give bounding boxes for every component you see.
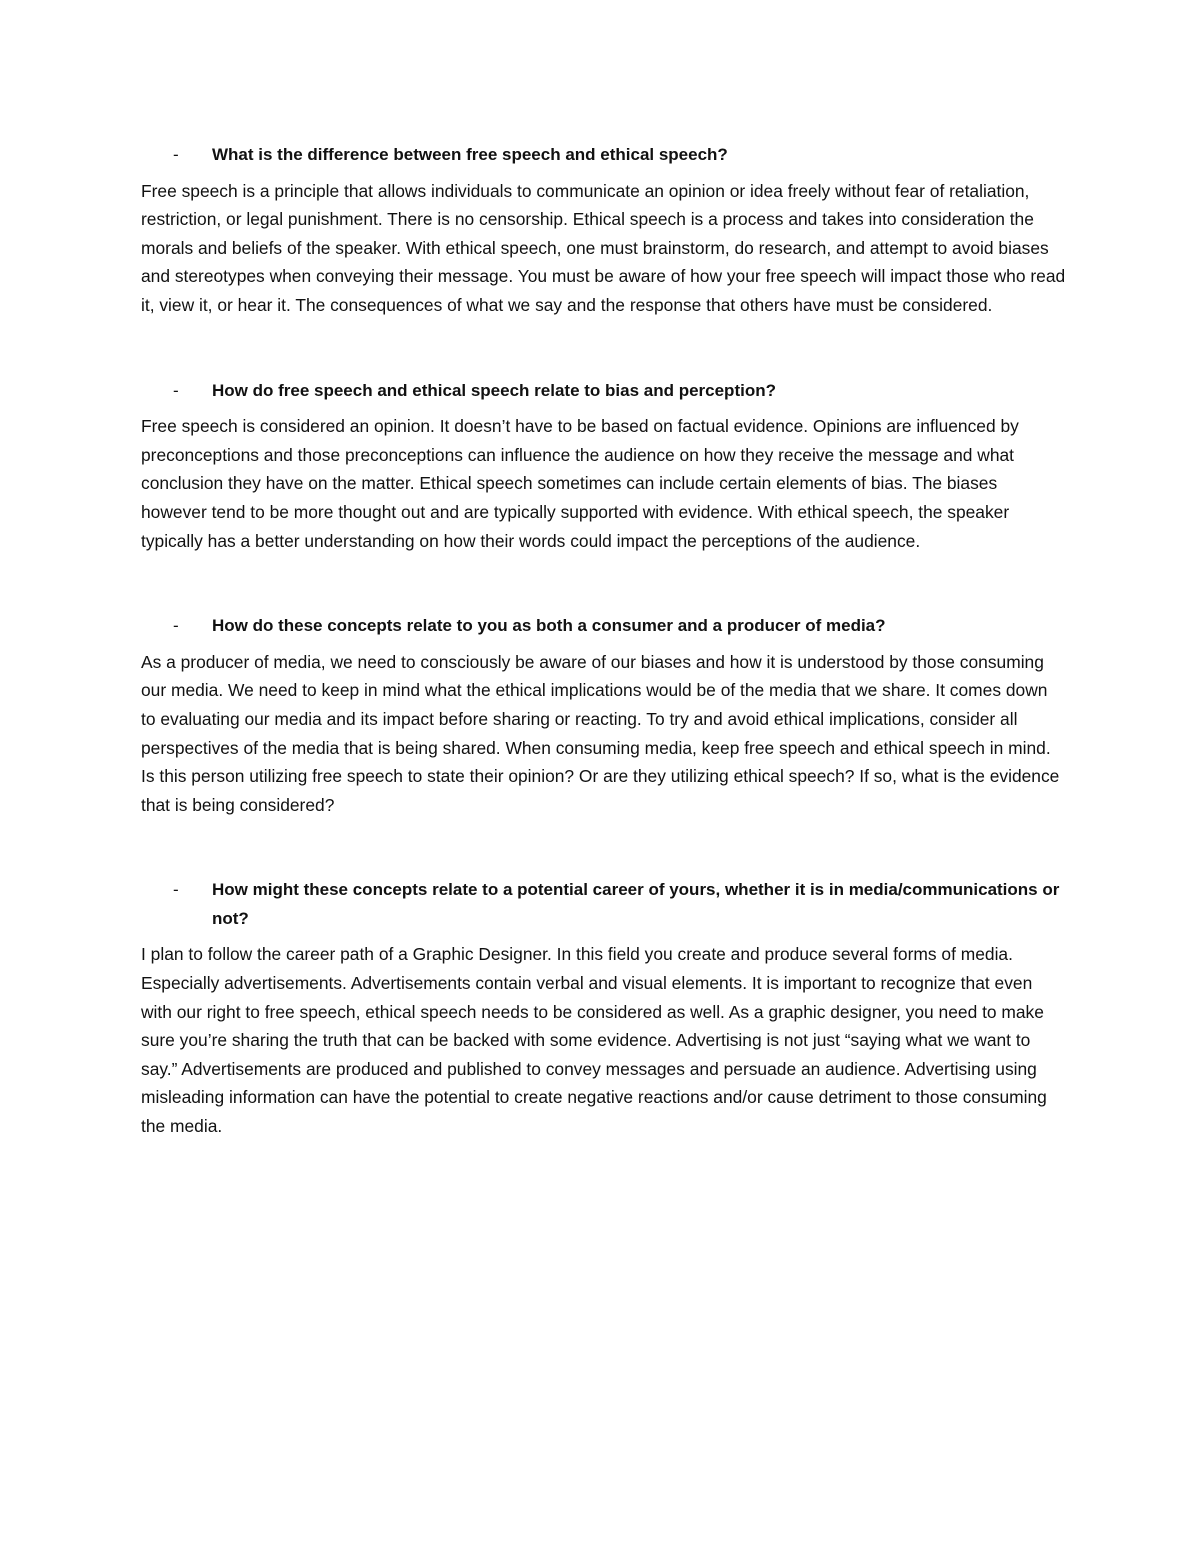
section-spacer	[141, 320, 1066, 377]
question-text: How might these concepts relate to a potential career of yours, whether it is in media/communications or not?	[212, 880, 1060, 928]
document-body	[141, 141, 1066, 1141]
section-1	[141, 141, 1066, 320]
answer-paragraph: Free speech is considered an opinion. It doesn’t have to be based on factual evidence. Opinions are influenced by preconceptions and those preconceptions can influence the audience on how they receive the message and what conclusion they have on the matter. Ethical speech sometimes can include certain elements of bias. The biases however tend to be more thought out and are typically supported with evidence. With ethical speech, the speaker typically has a better understanding on how their words could impact the perceptions of the audience.	[141, 416, 1019, 551]
section-spacer	[141, 555, 1066, 612]
section-4	[141, 876, 1066, 1140]
answer-paragraph: Free speech is a principle that allows individuals to communicate an opinion or idea freely without fear of retaliation, restriction, or legal punishment. There is no censorship. Ethical speech is a process and takes into consideration the morals and beliefs of the speaker. With ethical speech, one must brainstorm, do research, and attempt to avoid biases and stereotypes when conveying their message. You must be aware of how your free speech will impact those who read it, view it, or hear it. The consequences of what we say and the response that others have must be considered.	[141, 180, 1066, 315]
question-text: How do these concepts relate to you as both a consumer and a producer of media?	[212, 616, 886, 636]
list-bullet: -	[173, 380, 179, 400]
section-3	[141, 612, 1066, 819]
list-bullet: -	[173, 616, 179, 636]
list-bullet: -	[173, 880, 179, 900]
question-heading	[141, 377, 1066, 406]
question-heading	[141, 141, 1066, 170]
answer-paragraph: I plan to follow the career path of a Graphic Designer. In this field you create and produce several forms of media. Especially advertisements. Advertisements contain verbal and visual elements. It is important to recognize that even with our right to free speech, ethical speech needs to be considered as well. As a graphic designer, you need to make sure you’re sharing the truth that can be backed with some evidence. Advertising is not just “saying what we want to say.” Advertisements are produced and published to convey messages and persuade an audience. Advertising using misleading information can have the potential to create negative reactions and/or cause detriment to those consuming the media.	[141, 944, 1047, 1137]
section-2	[141, 377, 1066, 556]
question-text: How do free speech and ethical speech relate to bias and perception?	[212, 380, 776, 400]
list-bullet: -	[173, 145, 179, 164]
section-spacer	[141, 819, 1066, 876]
question-text: What is the difference between free speech and ethical speech?	[212, 145, 728, 164]
question-heading	[141, 612, 1066, 641]
answer-paragraph: As a producer of media, we need to consciously be aware of our biases and how it is understood by those consuming our media. We need to keep in mind what the ethical implications would be of the media that we share. It comes down to evaluating our media and its impact before sharing or reacting. To try and avoid ethical implications, consider all perspectives of the media that is being shared. When consuming media, keep free speech and ethical speech in mind. Is this person utilizing free speech to state their opinion? Or are they utilizing ethical speech? If so, what is the evidence that is being considered?	[141, 651, 1060, 815]
question-heading	[141, 876, 1066, 933]
